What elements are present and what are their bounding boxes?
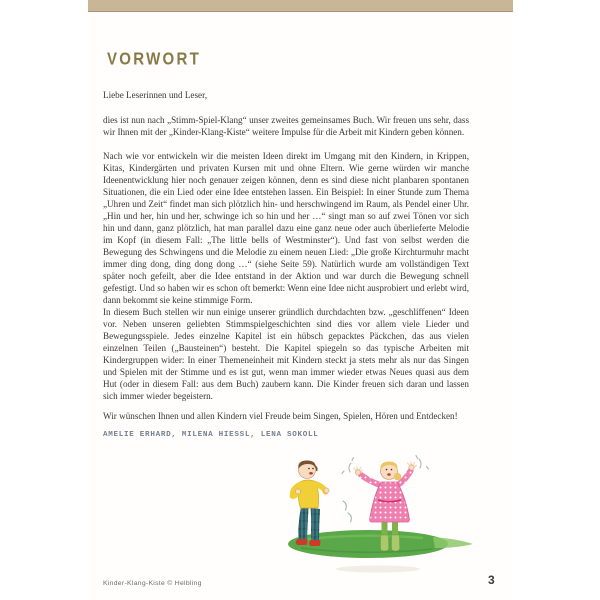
- top-edge-band: [88, 0, 513, 12]
- page-title: VORWORT: [107, 50, 202, 70]
- paragraph-book-structure: In diesem Buch stellen wir nun einige unserer gründlich durchdachten bzw. „geschliffenen“ Ideen vor. Neben unseren geliebten Stimmspielgeschichten sind dies vor allem viele Lieder und Bewegungsspiele. Jedes einzelne Kapitel ist ein hübsch gepacktes Päckchen, das aus vielen einzelnen Teilen („Bausteinen“) besteht. Die Kapitel spiegeln so das typische Arbeiten mit Kindergruppen wider: In einer Themeneinheit mit Kindern steckt ja stets mehr als nur das Singen und Spielen mit der Stimme und es ist gut, wenn man immer wieder etwas Neues quasi aus dem Hut (oder in diesem Fall: aus dem Buch) zaubern kann. Die Kinder freuen sich daran und lassen sich immer wieder begeistern.: [103, 307, 469, 401]
- book-page: [88, 12, 513, 600]
- paragraph-idea-development: Nach wie vor entwickeln wir die meisten Ideen direkt im Umgang mit den Kindern, in Krippen, Kitas, Kindergärten und privaten Kursen mit und ohne Eltern. Wie gerne würden wir manche Ideenentwicklung hier noch genauer zeigen können, denn es sind diese nicht planbaren spontanen Situationen, die ein Lied oder eine Idee entstehen lassen. Ein Beispiel: In einer Stunde zum Thema „Uhren und Zeit“ findet man sich plötzlich hin- und herschwingend im Raum, als Pendel einer Uhr. „Hin und her, hin und her, schwinge ich so hin und her …“ singt man so auf zwei Tönen vor sich hin und dann, ganz plötzlich, hat man parallel dazu eine ganz neue oder auch überlieferte Melodie im Kopf (in diesem Fall: „The little bells of Westminster“). Und fast von selbst werden die Bewegung des Schwingens und die Melodie zu einem neuen Lied: „Die große Kirchturmuhr macht immer ding dong, ding dong dong …“ (siehe Seite 59). Natürlich wurde am vollständigen Text später noch gefeilt, aber die Idee entstand in der Aktion und war durch die Bewegung schnell gefestigt. Und so haben wir es schon oft bemerkt: Wenn eine Idee nicht ausprobiert und erlebt wird, dann bekommt sie keine stimmige Form.: [103, 151, 469, 305]
- closing-wish: Wir wünschen Ihnen und allen Kindern viel Freude beim Singen, Spielen, Hören und Entdecken!: [103, 411, 458, 421]
- greeting: Liebe Leserinnen und Leser,: [103, 90, 208, 100]
- page-number: 3: [488, 573, 495, 587]
- children-illustration: [283, 455, 483, 580]
- foreword-text: [103, 89, 469, 441]
- author-names: AMELIE ERHARD, MILENA HIESSL, LENA SOKOLL: [103, 431, 319, 439]
- footer-credit: Kinder-Klang-Kiste © Helbling: [103, 580, 202, 587]
- paragraph-intro: dies ist nun nach „Stimm-Spiel-Klang“ unser zweites gemeinsames Buch. Wir freuen uns sehr, dass wir Ihnen mit der „Kinder-Klang-Kiste“ weitere Impulse für die Arbeit mit Kindern geben können.: [103, 115, 469, 137]
- boy-motion-lines: [343, 501, 351, 522]
